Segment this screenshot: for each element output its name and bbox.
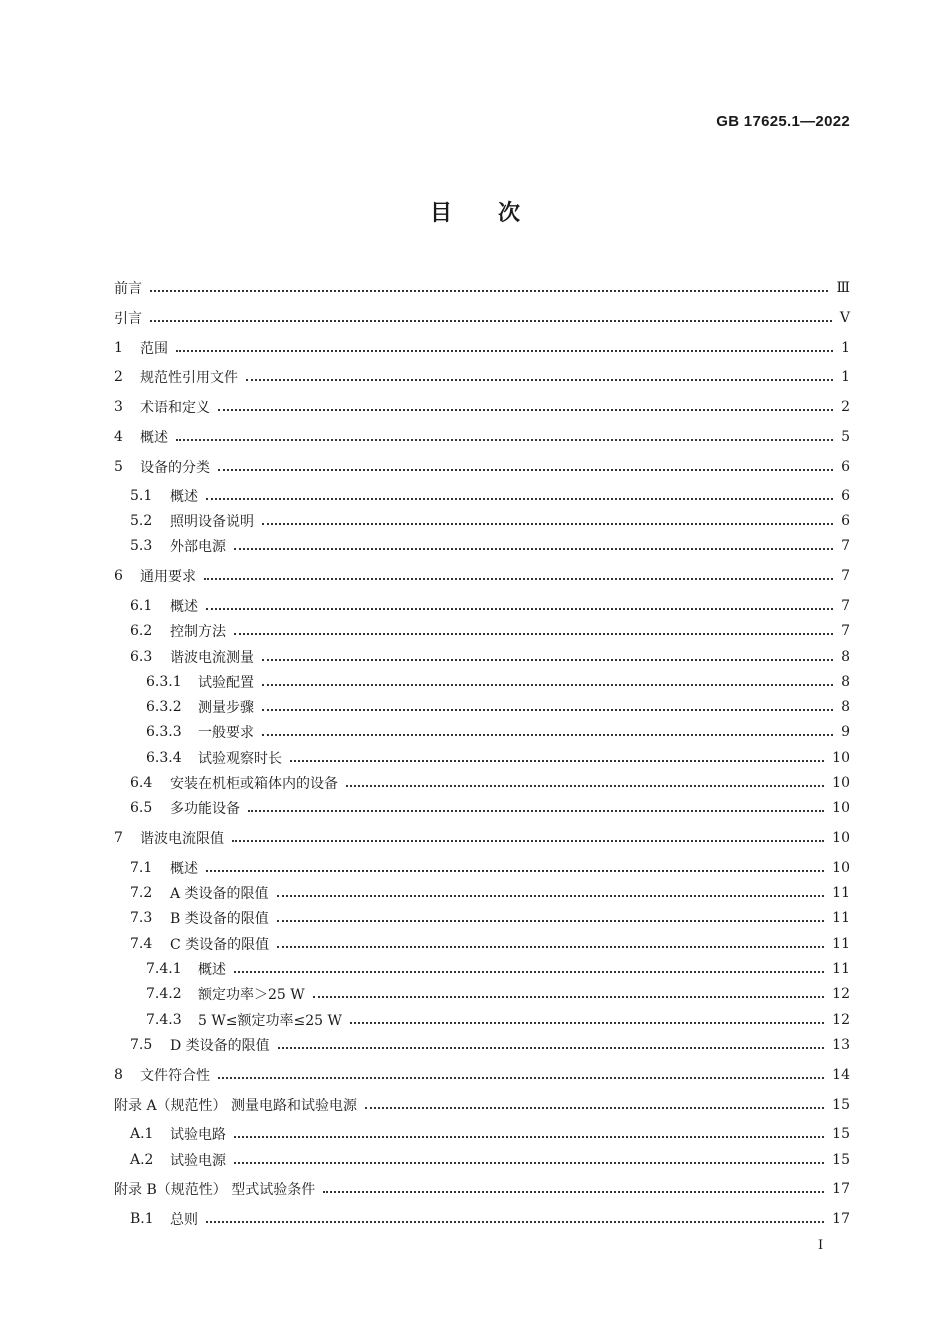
toc-entry-page: 1 bbox=[841, 340, 850, 356]
toc-entry-page: 11 bbox=[832, 961, 850, 977]
toc-entry-page: 10 bbox=[832, 860, 850, 876]
toc-entry-number: 5 bbox=[114, 459, 123, 475]
toc-entry-page: 7 bbox=[841, 538, 850, 554]
toc-entry-number: 4 bbox=[114, 429, 123, 445]
toc-title-char-1: 目 bbox=[429, 201, 452, 226]
toc-entry-page: 13 bbox=[832, 1037, 850, 1053]
toc-entry-number: 7.4 bbox=[130, 936, 153, 952]
toc-entry-title: 通用要求 bbox=[140, 569, 196, 585]
toc-dot-leader bbox=[150, 290, 828, 292]
toc-entry[interactable] bbox=[114, 308, 850, 328]
toc-entry[interactable] bbox=[114, 338, 850, 358]
toc-entry[interactable] bbox=[114, 278, 850, 298]
toc-entry-title: 概述 bbox=[170, 861, 198, 877]
toc-entry-page: 12 bbox=[832, 986, 850, 1002]
toc-entry[interactable] bbox=[114, 1179, 850, 1199]
toc-entry-title: 试验电源 bbox=[170, 1153, 226, 1169]
toc-entry-number: 6.3.1 bbox=[146, 674, 182, 690]
toc-title-char-2: 次 bbox=[498, 201, 521, 226]
toc-entry[interactable] bbox=[114, 934, 850, 954]
toc-dot-leader bbox=[234, 971, 824, 973]
toc-entry-number: 5.1 bbox=[130, 488, 153, 504]
toc-dot-leader bbox=[277, 895, 825, 897]
toc-entry[interactable] bbox=[114, 427, 850, 447]
toc-entry-title: 范围 bbox=[140, 341, 168, 357]
toc-entry-title: 谐波电流测量 bbox=[170, 650, 254, 666]
toc-entry-number: 7.3 bbox=[130, 910, 153, 926]
toc-entry-page: 11 bbox=[832, 936, 850, 952]
toc-dot-leader bbox=[204, 578, 833, 580]
toc-dot-leader bbox=[346, 785, 824, 787]
toc-entry[interactable] bbox=[114, 397, 850, 417]
toc-entry-number: 7.1 bbox=[130, 860, 153, 876]
toc-dot-leader bbox=[350, 1022, 824, 1024]
toc-entry-number: A.1 bbox=[130, 1126, 154, 1142]
toc-entry[interactable] bbox=[114, 486, 850, 506]
toc-entry-title: 试验电路 bbox=[170, 1127, 226, 1143]
toc-entry[interactable] bbox=[114, 621, 850, 641]
toc-dot-leader bbox=[218, 409, 833, 411]
toc-entry-title: 谐波电流限值 bbox=[140, 831, 224, 847]
toc-entry[interactable] bbox=[114, 798, 850, 818]
toc-dot-leader bbox=[323, 1191, 824, 1193]
toc-entry-title: 附录 A（规范性） 测量电路和试验电源 bbox=[114, 1098, 358, 1114]
toc-entry-title: 控制方法 bbox=[170, 624, 226, 640]
toc-entry-title: 概述 bbox=[170, 599, 198, 615]
toc-entry-page: 6 bbox=[841, 488, 850, 504]
toc-entry-title: 前言 bbox=[114, 281, 142, 297]
toc-entry-page: 15 bbox=[832, 1097, 850, 1113]
toc-entry[interactable] bbox=[114, 1124, 850, 1144]
toc-entry-page: 8 bbox=[841, 674, 850, 690]
toc-entry-page: 15 bbox=[832, 1152, 850, 1168]
toc-entry-title: A 类设备的限值 bbox=[170, 886, 269, 902]
toc-entry-title: 引言 bbox=[114, 311, 142, 327]
toc-entry-number: 7.4.3 bbox=[146, 1012, 182, 1028]
toc-dot-leader bbox=[176, 439, 833, 441]
toc-entry-title: 一般要求 bbox=[198, 725, 254, 741]
toc-entry-title: C 类设备的限值 bbox=[170, 937, 270, 953]
toc-entry-number: A.2 bbox=[130, 1152, 154, 1168]
toc-entry[interactable] bbox=[114, 596, 850, 616]
toc-entry-title: 多功能设备 bbox=[170, 801, 240, 817]
toc-entry[interactable] bbox=[114, 1150, 850, 1170]
toc-entry[interactable] bbox=[114, 1065, 850, 1085]
toc-entry-number: 6.2 bbox=[130, 623, 153, 639]
toc-entry-title: 附录 B（规范性） 型式试验条件 bbox=[114, 1182, 316, 1198]
toc-dot-leader bbox=[262, 734, 833, 736]
toc-entry-title: 概述 bbox=[140, 430, 168, 446]
toc-entry[interactable] bbox=[114, 748, 850, 768]
toc-dot-leader bbox=[290, 760, 824, 762]
toc-dot-leader bbox=[262, 659, 833, 661]
toc-dot-leader bbox=[246, 379, 833, 381]
toc-entry-number: 6.3 bbox=[130, 649, 153, 665]
toc-entry-number: 8 bbox=[114, 1067, 123, 1083]
toc-entry[interactable] bbox=[114, 536, 850, 556]
toc-entry-page: 9 bbox=[841, 724, 850, 740]
toc-entry-page: 17 bbox=[832, 1211, 850, 1227]
toc-entry[interactable] bbox=[114, 959, 850, 979]
toc-entry-page: 11 bbox=[832, 885, 850, 901]
toc-entry-page: 7 bbox=[841, 598, 850, 614]
toc-entry-page: 10 bbox=[832, 800, 850, 816]
toc-entry-number: 2 bbox=[114, 369, 123, 385]
toc-entry[interactable] bbox=[114, 1035, 850, 1055]
toc-entry-title: 规范性引用文件 bbox=[140, 370, 238, 386]
toc-dot-leader bbox=[206, 870, 824, 872]
toc-dot-leader bbox=[234, 633, 833, 635]
toc-entry-number: 6.3.2 bbox=[146, 699, 182, 715]
toc-entry-page: 1 bbox=[841, 369, 850, 385]
toc-entry-title: 试验配置 bbox=[198, 675, 254, 691]
toc-entry[interactable] bbox=[114, 511, 850, 531]
toc-entry-page: 12 bbox=[832, 1012, 850, 1028]
toc-entry[interactable] bbox=[114, 647, 850, 667]
toc-entry-title: 试验观察时长 bbox=[198, 751, 282, 767]
toc-dot-leader bbox=[365, 1107, 824, 1109]
toc-dot-leader bbox=[262, 684, 833, 686]
toc-dot-leader bbox=[248, 810, 824, 812]
toc-entry-page: 14 bbox=[832, 1067, 850, 1083]
toc-entry-number: 7 bbox=[114, 830, 123, 846]
toc-entry-number: 7.4.2 bbox=[146, 986, 182, 1002]
toc-dot-leader bbox=[206, 1221, 824, 1223]
toc-entry-page: 10 bbox=[832, 750, 850, 766]
toc-entry-number: 5.3 bbox=[130, 538, 153, 554]
toc-entry-page: 17 bbox=[832, 1181, 850, 1197]
toc-entry[interactable] bbox=[114, 672, 850, 692]
toc-dot-leader bbox=[218, 1077, 824, 1079]
toc-entry-title: 设备的分类 bbox=[140, 460, 210, 476]
toc-entry-title: 5 W≤额定功率≤25 W bbox=[198, 1013, 342, 1029]
toc-entry-title: 额定功率＞25 W bbox=[198, 987, 305, 1003]
toc-entry[interactable] bbox=[114, 1209, 850, 1229]
page-number: Ⅰ bbox=[818, 1238, 824, 1253]
toc-entry-title: 安装在机柜或箱体内的设备 bbox=[170, 776, 338, 792]
toc-title bbox=[0, 196, 950, 227]
toc-entry-title: 文件符合性 bbox=[140, 1068, 210, 1084]
toc-entry-page: 6 bbox=[841, 513, 850, 529]
toc-entry-page: 10 bbox=[832, 775, 850, 791]
toc-entry[interactable] bbox=[114, 908, 850, 928]
toc-entry-number: 6 bbox=[114, 568, 123, 584]
toc-entry-title: 概述 bbox=[170, 489, 198, 505]
toc-dot-leader bbox=[176, 350, 833, 352]
toc-entry-number: 7.2 bbox=[130, 885, 153, 901]
toc-entry[interactable] bbox=[114, 1010, 850, 1030]
toc-entry[interactable] bbox=[114, 566, 850, 586]
toc-entry-title: 总则 bbox=[170, 1212, 198, 1228]
toc-entry-title: 术语和定义 bbox=[140, 400, 210, 416]
toc-entry-page: Ⅴ bbox=[839, 310, 850, 326]
toc-entry-number: 3 bbox=[114, 399, 123, 415]
toc-entry[interactable] bbox=[114, 722, 850, 742]
toc-entry-title: 概述 bbox=[198, 962, 226, 978]
toc-entry-number: 7.4.1 bbox=[146, 961, 182, 977]
toc-entry-title: B 类设备的限值 bbox=[170, 911, 269, 927]
toc-entry-page: 2 bbox=[841, 399, 850, 415]
toc-entry-number: 6.3.4 bbox=[146, 750, 182, 766]
toc-entry-page: 7 bbox=[841, 568, 850, 584]
toc-entry[interactable] bbox=[114, 858, 850, 878]
toc-dot-leader bbox=[234, 1162, 824, 1164]
toc-entry-page: 11 bbox=[832, 910, 850, 926]
toc-entry[interactable] bbox=[114, 883, 850, 903]
toc-entry-page: 7 bbox=[841, 623, 850, 639]
toc-dot-leader bbox=[277, 920, 824, 922]
toc-entry-number: 6.5 bbox=[130, 800, 153, 816]
toc-entry-number: 6.4 bbox=[130, 775, 153, 791]
toc-dot-leader bbox=[277, 946, 824, 948]
toc-dot-leader bbox=[234, 1136, 824, 1138]
toc-dot-leader bbox=[206, 608, 833, 610]
toc-dot-leader bbox=[232, 840, 824, 842]
toc-dot-leader bbox=[206, 498, 833, 500]
toc-entry-title: 测量步骤 bbox=[198, 700, 254, 716]
toc-entry[interactable] bbox=[114, 984, 850, 1004]
toc-dot-leader bbox=[150, 320, 832, 322]
toc-entry-number: 6.1 bbox=[130, 598, 153, 614]
toc-entry-page: 10 bbox=[832, 830, 850, 846]
toc-entry-title: 照明设备说明 bbox=[170, 514, 254, 530]
toc-entry[interactable] bbox=[114, 773, 850, 793]
toc-entry[interactable] bbox=[114, 828, 850, 848]
toc-entry-page: 6 bbox=[841, 459, 850, 475]
toc-entry[interactable] bbox=[114, 367, 850, 387]
toc-entry-title: D 类设备的限值 bbox=[170, 1038, 270, 1054]
standard-number: GB 17625.1—2022 bbox=[716, 113, 850, 130]
toc-entry-page: 8 bbox=[841, 649, 850, 665]
toc-dot-leader bbox=[218, 469, 833, 471]
toc-entry[interactable] bbox=[114, 1095, 850, 1115]
toc-entry-number: 1 bbox=[114, 340, 123, 356]
toc-dot-leader bbox=[313, 996, 825, 998]
toc-dot-leader bbox=[234, 548, 833, 550]
toc-dot-leader bbox=[262, 523, 833, 525]
toc-dot-leader bbox=[262, 709, 833, 711]
toc-entry-number: 5.2 bbox=[130, 513, 153, 529]
toc-entry-title: 外部电源 bbox=[170, 539, 226, 555]
toc-entry-number: 7.5 bbox=[130, 1037, 153, 1053]
toc-entry-page: Ⅲ bbox=[836, 280, 850, 296]
toc-entry-number: 6.3.3 bbox=[146, 724, 182, 740]
toc-dot-leader bbox=[278, 1047, 824, 1049]
toc-entry-page: 8 bbox=[841, 699, 850, 715]
toc-entry[interactable] bbox=[114, 457, 850, 477]
toc-entry-number: B.1 bbox=[130, 1211, 154, 1227]
toc-entry[interactable] bbox=[114, 697, 850, 717]
toc-entry-page: 5 bbox=[841, 429, 850, 445]
toc-entry-page: 15 bbox=[832, 1126, 850, 1142]
